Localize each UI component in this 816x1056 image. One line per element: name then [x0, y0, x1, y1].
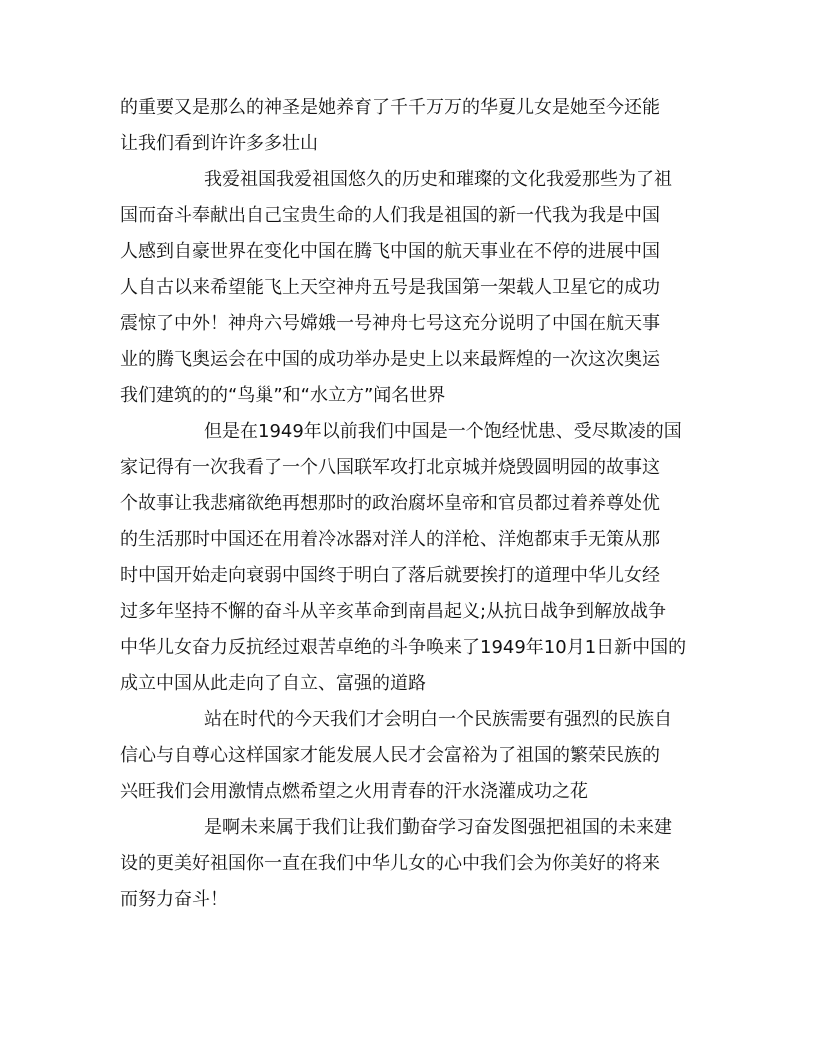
paragraph-2-line-1: 我爱祖国我爱祖国悠久的历史和璀璨的文化我爱那些为了祖 [204, 169, 672, 190]
paragraph-2-line-6: 业的腾飞奥运会在中国的成功举办是史上以来最辉煌的一次这次奥运 [120, 349, 660, 370]
paragraph-3-line-4: 的生活那时中国还在用着冷冰器对洋人的洋枪、洋炮都束手无策从那 [120, 529, 660, 550]
paragraph-2-line-7: 我们建筑的的“鸟巢”和“水立方”闻名世界 [120, 385, 446, 406]
essay-text [120, 90, 696, 918]
paragraph-4-line-2: 信心与自尊心这样国家才能发展人民才会富裕为了祖国的繁荣民族的 [120, 745, 660, 766]
paragraph-5-line-2: 设的更美好祖国你一直在我们中华儿女的心中我们会为你美好的将来 [120, 853, 660, 874]
paragraph-3-line-7: 中华儿女奋力反抗经过艰苦卓绝的斗争唤来了1949年10月1日新中国的 [120, 637, 687, 658]
paragraph-3-line-6: 过多年坚持不懈的奋斗从辛亥革命到南昌起义;从抗日战争到解放战争 [120, 601, 667, 622]
paragraph-3-line-5: 时中国开始走向衰弱中国终于明白了落后就要挨打的道理中华儿女经 [120, 565, 660, 586]
paragraph-3-line-2: 家记得有一次我看了一个八国联军攻打北京城并烧毁圆明园的故事这 [120, 457, 660, 478]
paragraph-5-line-1: 是啊未来属于我们让我们勤奋学习奋发图强把祖国的未来建 [204, 817, 672, 838]
paragraph-1-line-2: 让我们看到许许多多壮山 [120, 133, 318, 154]
paragraph-4-line-1: 站在时代的今天我们才会明白一个民族需要有强烈的民族自 [204, 709, 672, 730]
paragraph-2-line-3: 人感到自豪世界在变化中国在腾飞中国的航天事业在不停的进展中国 [120, 241, 660, 262]
paragraph-3-line-1: 但是在1949年以前我们中国是一个饱经忧患、受尽欺凌的国 [204, 421, 682, 442]
paragraph-4-line-3: 兴旺我们会用激情点燃希望之火用青春的汗水浇灌成功之花 [120, 781, 588, 802]
paragraph-3-line-8: 成立中国从此走向了自立、富强的道路 [120, 673, 426, 694]
paragraph-1-line-1: 的重要又是那么的神圣是她养育了千千万万的华夏儿女是她至今还能 [120, 97, 660, 118]
paragraph-2-line-2: 国而奋斗奉献出自己宝贵生命的人们我是祖国的新一代我为我是中国 [120, 205, 660, 226]
paragraph-2-line-5: 震惊了中外！神舟六号嫦娥一号神舟七号这充分说明了中国在航天事 [120, 313, 660, 334]
paragraph-5-line-3: 而努力奋斗！ [120, 889, 228, 910]
paragraph-3-line-3: 个故事让我悲痛欲绝再想那时的政治腐坏皇帝和官员都过着养尊处优 [120, 493, 660, 514]
paragraph-2-line-4: 人自古以来希望能飞上天空神舟五号是我国第一架载人卫星它的成功 [120, 277, 660, 298]
